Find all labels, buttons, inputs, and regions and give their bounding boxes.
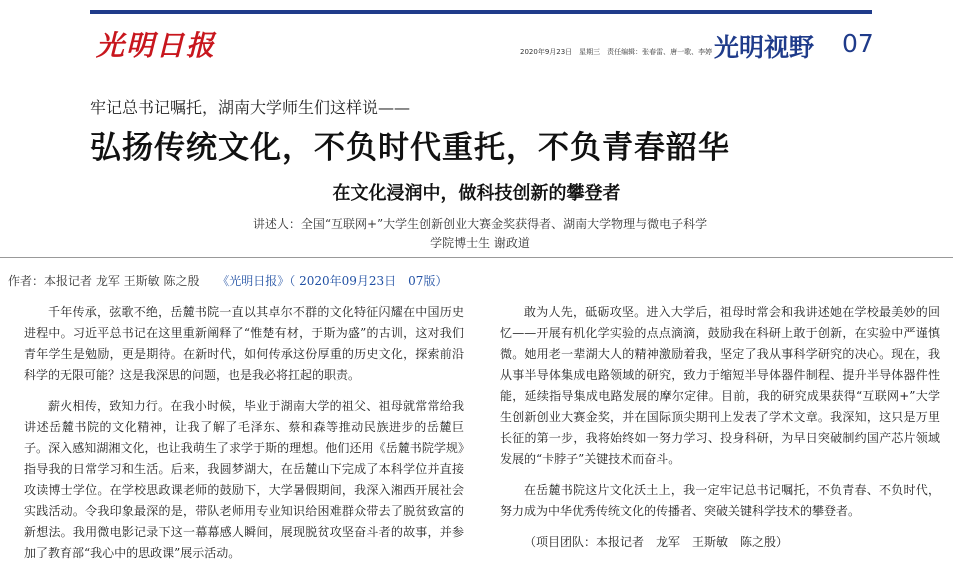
section-title: 光明视野 [714, 33, 815, 62]
speaker-line-1: 讲述人：全国“互联网+”大学生创新创业大赛金奖获得者、湖南大学物理与微电子科学 [252, 217, 708, 231]
paragraph: 在岳麓书院这片文化沃土上，我一定牢记总书记嘱托，不负青春、不负时代，努力成为中华优秀传统文化的传播者、突破关键科学技术的攀登者。 [500, 483, 940, 518]
source-link[interactable]: 《光明日报》（ 2020年09月23日 07版） [217, 274, 448, 288]
speaker-line-2: 学院博士生 谢政道 [430, 236, 530, 250]
paragraph: 千年传承，弦歌不绝，岳麓书院一直以其卓尔不群的文化特征闪耀在中国历史进程中。习近平总书记在这里重新阐释了“惟楚有材，于斯为盛”的古训，这对我们青年学生是勉励，更是期待。在新时代，如何传承这份厚重的历史文化，探索前沿科学的无限可能？这是我深思的问题，也是我必将扛起的职责。 [24, 305, 464, 382]
article-headline: 弘扬传统文化，不负时代重托，不负青春韶华 [90, 130, 730, 166]
speaker-info [220, 215, 740, 253]
paragraph: 薪火相传，致知力行。在我小时候，毕业于湖南大学的祖父、祖母就常常给我讲述岳麓书院的文化精神，让我了解了毛泽东、蔡和森等推动民族进步的岳麓巨子。深入感知湖湘文化，也让我萌生了求学于斯的理想。他们还用《岳麓书院学规》指导我的日常学习和生活。后来，我圆梦湖大，在岳麓山下完成了本科学位并直接攻读博士学位。在学校思政课老师的鼓励下，大学暑假期间，我深入湘西开展社会实践活动。令我印象最深的是，带队老师用专业知识给困难群众带去了脱贫致富的新想法。我用微电影记录下这一幕幕感人瞬间，展现脱贫攻坚奋斗者的故事，并参加了教育部“我心中的思政课”展示活动。 [24, 399, 464, 560]
article-subhead: 在文化浸润中，做科技创新的攀登者 [332, 183, 621, 204]
article-column-left [24, 302, 464, 574]
issue-meta: 2020年9月23日 星期三 责任编辑：张春雷、唐一歌、李婷 [520, 48, 713, 56]
masthead-top-bar [90, 10, 872, 14]
article-column-right [500, 302, 940, 553]
byline-authors: 作者：本报记者 龙军 王斯敏 陈之殷 [8, 274, 200, 288]
page-number: 07 [842, 29, 874, 58]
byline [8, 272, 447, 289]
article-kicker: 牢记总书记嘱托，湖南大学师生们这样说—— [90, 98, 411, 117]
masthead [90, 10, 874, 62]
newspaper-logo: 光明日报 [96, 29, 217, 62]
project-team-credit: （项目团队：本报记者 龙军 王斯敏 陈之殷） [524, 535, 789, 549]
divider [0, 257, 953, 258]
paragraph: 敢为人先，砥砺攻坚。进入大学后，祖母时常会和我讲述她在学校最美妙的回忆——开展有机化学实验的点点滴滴，鼓励我在科研上敢于创新，在实验中严谨慎微。她用老一辈湖大人的精神激励着我，坚定了我从事科学研究的决心。现在，我从事半导体集成电路领域的研究，致力于缩短半导体器件制程、提升半导体器件性能，延续指导集成电路发展的摩尔定律。目前，我的研究成果获得“互联网+”大学生创新创业大赛金奖，并在国际顶尖期刊上发表了学术文章。我深知，这只是万里长征的第一步，我将始终如一努力学习、投身科研，为早日突破制约国产芯片领域发展的“卡脖子”关键技术而奋斗。 [500, 305, 940, 466]
